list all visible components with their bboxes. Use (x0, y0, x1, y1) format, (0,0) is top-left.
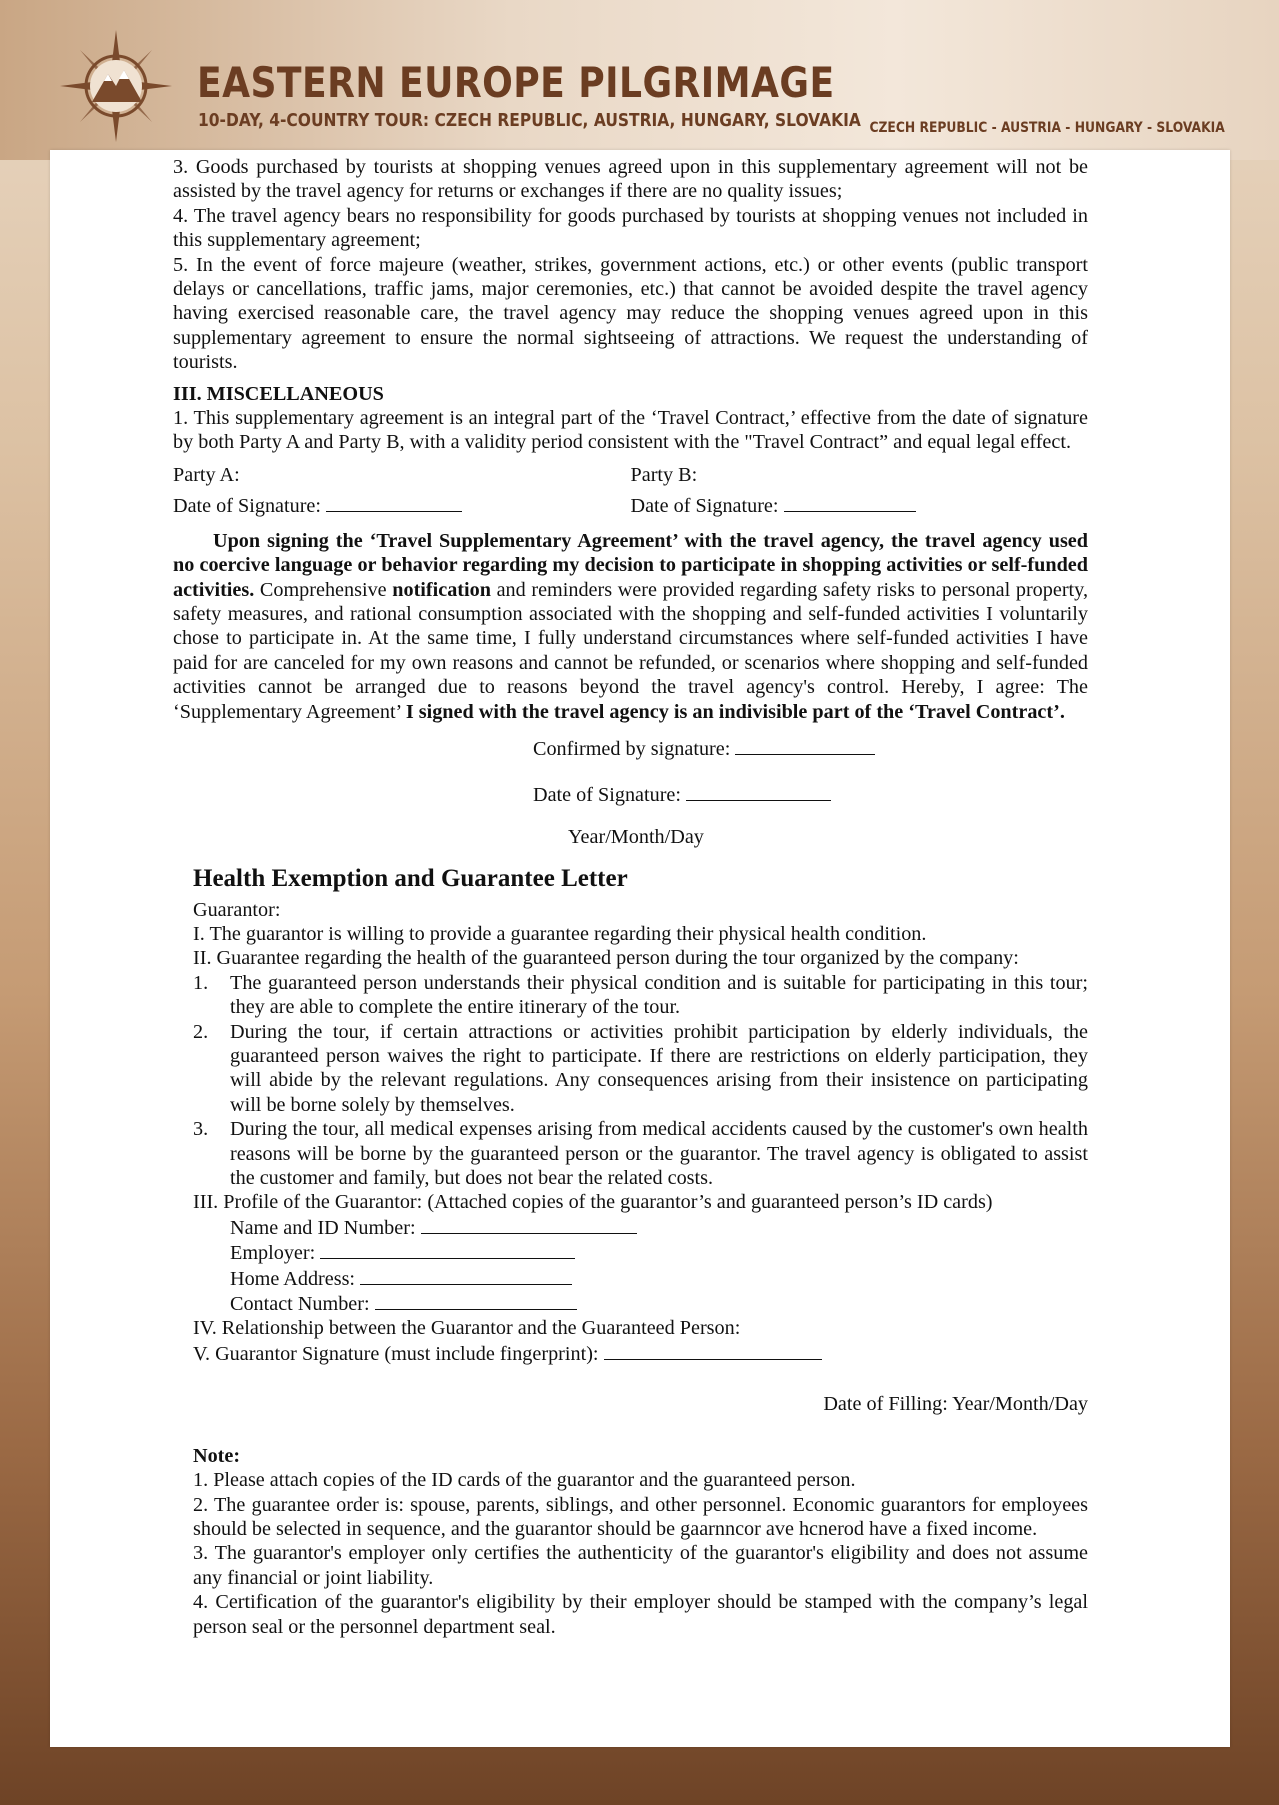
declaration-bold-lead: Upon signing the ‘Travel Supplementary Agreement’ with the travel agency, the travel agency used no coercive language or behavior regarding my decision to participate in shopping activities or self-funded activities. (173, 529, 1088, 601)
brand-title: EASTERN EUROPE PILGRIMAGE (197, 58, 835, 107)
brand-countries: CZECH REPUBLIC - AUSTRIA - HUNGARY - SLOVAKIA (869, 120, 1225, 136)
health-section-4: IV. Relationship between the Guarantor and the Guaranteed Person: (193, 1317, 741, 1340)
party-b-date-field[interactable] (784, 493, 916, 512)
document-body (173, 155, 1088, 1639)
confirmed-label: Confirmed by signature: (533, 737, 731, 760)
misc-clause: 1. This supplementary agreement is an integral part of the ‘Travel Contract,’ effective from the date of signature by both Party A and Party B, with a validity period consistent with the "Travel Contract” and equal legal effect. (173, 407, 1088, 454)
health-item-1 (193, 971, 1088, 1020)
health-letter-title: Health Exemption and Guarantee Letter (193, 865, 628, 893)
guarantor-profile (193, 1215, 1088, 1317)
brand-subtitle: 10-DAY, 4-COUNTRY TOUR: CZECH REPUBLIC, AUSTRIA, HUNGARY, SLOVAKIA (198, 110, 861, 131)
name-id-label: Name and ID Number: (230, 1216, 416, 1239)
declaration-text-1: Comprehensive (254, 578, 393, 601)
health-section-3: III. Profile of the Guarantor: (Attached copies of the guarantor’s and guaranteed person’s ID cards) (193, 1191, 993, 1214)
guarantor-label: Guarantor: (193, 898, 281, 921)
clause-5: 5. In the event of force majeure (weather, strikes, government actions, etc.) or other events (public transport delays or cancellations, traffic jams, major ceremonies, etc.) that cannot be avoided despite the travel agency having exercised reasonable care, the travel agency may reduce the shopping venues agreed upon in this supplementary agreement to ensure the normal sightseeing of attractions. We request the understanding of tourists. (173, 253, 1088, 374)
clause-4: 4. The travel agency bears no responsibility for goods purchased by tourists at shopping venues not included in this supplementary agreement; (173, 204, 1088, 252)
health-section-2: II. Guarantee regarding the health of the guaranteed person during the tour organized by the company: (193, 947, 1019, 970)
health-section-1: I. The guarantor is willing to provide a guarantee regarding their physical health condition. (193, 922, 927, 945)
clause-3: 3. Goods purchased by tourists at shopping venues agreed upon in this supplementary agreement will not be assisted by the travel agency for returns or exchanges if there are no quality issues; (173, 156, 1088, 203)
party-a-label: Party A: (173, 463, 240, 486)
contact-field[interactable] (375, 1291, 577, 1310)
note-title: Note: (193, 1444, 241, 1467)
misc-heading: III. MISCELLANEOUS (173, 382, 384, 405)
parties-section (173, 463, 1088, 525)
declaration-text-2: and reminders were provided regarding safety risks to personal property, safety measures, and rational consumption associated with the shopping and self-funded activities I voluntarily chose to participate in. At the same time, I fully understand circumstances where self-funded activities I have paid for are canceled for my own reasons and cannot be refunded, or scenarios where shopping and self-funded activities cannot be arranged due to reasons beyond the travel agency's control. Hereby, I agree: The ‘Supplementary Agreement’ (173, 578, 1088, 723)
party-b-date-label: Date of Signature: (630, 495, 779, 518)
health-section-5: V. Guarantor Signature (must include fingerprint): (193, 1342, 599, 1365)
health-item-3-number: 3. (193, 1118, 209, 1141)
compass-mountain-logo (58, 28, 174, 144)
health-item-2-text: During the tour, if certain attractions or activities prohibit participation by elderly individuals, the guaranteed person waives the right to participate. If there are restrictions on elderly participation, they will abide by the relevant regulations. Any consequences arising from their insistence on participating will be borne solely by themselves. (230, 1020, 1088, 1116)
health-item-2-number: 2. (193, 1020, 209, 1043)
note-item-3: 3. The guarantor's employer only certifies the authenticity of the guarantor's eligibility and does not assume any financial or joint liability. (193, 1542, 1088, 1589)
confirmation-block (533, 736, 1088, 808)
health-letter (193, 898, 1088, 1639)
home-address-label: Home Address: (230, 1267, 356, 1290)
home-address-field[interactable] (360, 1266, 572, 1285)
guarantor-signature-field[interactable] (604, 1341, 822, 1360)
party-a-date-label: Date of Signature: (173, 495, 321, 518)
name-id-field[interactable] (421, 1215, 637, 1234)
declaration-bold-tail: I signed with the travel agency is an indivisible part of the ‘Travel Contract’. (405, 700, 1065, 723)
note-item-2: 2. The guarantee order is: spouse, parents, siblings, and other personnel. Economic guarantors for employees should be selected in sequence, and the guarantor should be gaarnncor ave hcnerod have a fixed income. (193, 1493, 1088, 1540)
date-of-filling: Date of Filling: Year/Month/Day (823, 1393, 1088, 1416)
declaration-bold-notification: notification (392, 578, 491, 601)
year-month-day: Year/Month/Day (568, 825, 704, 848)
party-a-date-field[interactable] (326, 493, 462, 512)
party-b-label: Party B: (630, 463, 698, 486)
employer-label: Employer: (230, 1242, 316, 1265)
health-item-1-number: 1. (193, 971, 209, 994)
confirmed-signature-field[interactable] (735, 736, 875, 755)
confirm-date-label: Date of Signature: (533, 784, 681, 807)
declaration-paragraph (173, 529, 1088, 724)
health-item-3 (193, 1117, 1088, 1190)
health-item-2 (193, 1020, 1088, 1118)
health-item-1-text: The guaranteed person understands their physical condition and is suitable for participating in this tour; they are able to complete the entire itinerary of the tour. (230, 971, 1088, 1019)
employer-field[interactable] (320, 1240, 575, 1259)
note-item-1: 1. Please attach copies of the ID cards of the guarantor and the guaranteed person. (193, 1469, 856, 1492)
note-item-4: 4. Certification of the guarantor's eligibility by their employer should be stamped with the company’s legal person seal or the personnel department seal. (193, 1591, 1088, 1638)
contact-label: Contact Number: (230, 1293, 370, 1316)
health-item-3-text: During the tour, all medical expenses arising from medical accidents caused by the customer's own health reasons will be borne by the guaranteed person or the guarantor. The travel agency is obligated to assist the customer and family, but does not bear the related costs. (230, 1118, 1088, 1190)
confirm-date-field[interactable] (686, 782, 831, 801)
